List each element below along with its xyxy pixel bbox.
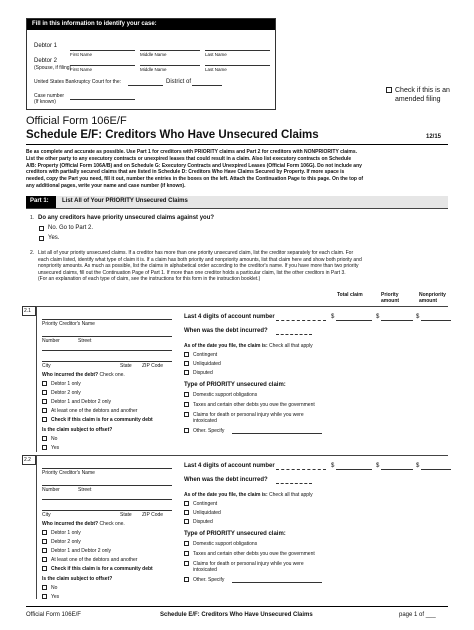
when-incurred-field[interactable] — [276, 334, 312, 335]
district-field[interactable] — [192, 85, 222, 86]
q1-yes-checkbox[interactable] — [39, 236, 44, 241]
zip-caption: ZIP Code — [142, 363, 164, 369]
other-specify-field[interactable] — [232, 433, 322, 434]
amended-line1: Check if this is an — [395, 87, 450, 94]
taxes-checkbox[interactable] — [184, 402, 189, 407]
spouse-label: (Spouse, if filing) — [34, 65, 72, 71]
who-incurred-text: Who incurred the debt? — [42, 372, 99, 378]
debtor1-only-label: Debtor 1 only — [51, 530, 81, 536]
check-one-text: Check one. — [99, 372, 125, 378]
q2-explanation: (For an explanation of each type of claim, see the instructions for this form in the instruction booklet.) — [38, 276, 261, 283]
both-debtors-label: Debtor 1 and Debtor 2 only — [51, 548, 112, 554]
total-dollar: $ — [331, 463, 335, 469]
offset-yes-checkbox[interactable] — [42, 594, 47, 599]
entry-top-rule — [36, 306, 448, 307]
creditor-name-caption: Priority Creditor's Name — [42, 470, 95, 476]
who-incurred-text: Who incurred the debt? — [42, 521, 99, 527]
other-label: Other. Specify — [193, 428, 225, 434]
debtor2-only-label: Debtor 2 only — [51, 539, 81, 545]
contingent-checkbox[interactable] — [184, 352, 189, 357]
intro-line: creditors with partially secured claims that are listed in Schedule D: Creditors Who Have Claims Secured by Property. If more space is — [26, 169, 345, 176]
court-label: United States Bankruptcy Court for the: — [34, 79, 121, 85]
case-number-field[interactable] — [70, 99, 135, 100]
intro-paragraph — [26, 149, 448, 190]
debtor2-only-checkbox[interactable] — [42, 390, 47, 395]
street-field[interactable] — [42, 485, 172, 486]
offset-no-label: No — [51, 436, 58, 442]
as-of-text: As of the date you file, the claim is: — [184, 492, 268, 498]
number-caption: Number — [42, 338, 60, 344]
debtor2-only-checkbox[interactable] — [42, 539, 47, 544]
q1-no-label: No. Go to Part 2. — [48, 225, 94, 231]
debtor1-label: Debtor 1 — [34, 43, 58, 49]
intro-line: List the other party to any executory contracts or unexpired leases that could result in a claim. Also list executory contracts on Schedule — [26, 155, 352, 162]
footer-center: Schedule E/F: Creditors Who Have Unsecured Claims — [160, 612, 313, 618]
col-priority-amount: Priority amount — [381, 292, 400, 304]
col-total-claim: Total claim — [337, 292, 363, 298]
contingent-label: Contingent — [193, 352, 218, 358]
debtor1-last-field[interactable] — [205, 50, 270, 51]
official-form-label: Official Form 106E/F — [26, 115, 127, 127]
debtor1-only-label: Debtor 1 only — [51, 381, 81, 387]
part1-header — [26, 196, 448, 209]
priority-dollar: $ — [376, 314, 380, 320]
city-caption: City — [42, 512, 51, 518]
q2-line: nonpriority amounts. As much as possible, list the claims in alphabetical order according to the creditor's name. If you have more than two priority — [38, 263, 359, 270]
debtor2-first-field[interactable] — [70, 65, 135, 66]
death-injury-checkbox[interactable] — [184, 561, 189, 566]
check-all-text: Check all that apply — [269, 343, 313, 349]
entry-left-rule — [36, 306, 37, 452]
death-injury-label-1: Claims for death or personal injury while you were — [193, 561, 304, 567]
domestic-support-label: Domestic support obligations — [193, 392, 258, 398]
street-caption: Street — [78, 487, 92, 493]
offset-no-checkbox[interactable] — [42, 585, 47, 590]
q2-line: each claim listed, identify what type of claim it is. If a claim has both priority and nonpriority amounts, list that claim here and show both priority and — [38, 256, 362, 263]
court-field[interactable] — [128, 85, 163, 86]
state-caption: State — [120, 512, 132, 518]
q2-line: unsecured claims, fill out the Continuation Page of Part 1. If more than one creditor holds a particular claim, list the other creditors in Part 3. — [38, 269, 346, 276]
when-incurred-field[interactable] — [276, 483, 312, 484]
nonpriority-amount-field[interactable] — [421, 320, 451, 321]
other-specify-field[interactable] — [232, 582, 322, 583]
contingent-checkbox[interactable] — [184, 501, 189, 506]
debtor2-middle-caption: Middle Name — [140, 67, 167, 72]
contingent-label: Contingent — [193, 501, 218, 507]
street-field[interactable] — [42, 336, 172, 337]
debtor1-middle-field[interactable] — [140, 50, 200, 51]
unliquidated-checkbox[interactable] — [184, 510, 189, 515]
death-injury-label-2: intoxicated — [193, 418, 217, 424]
debtor1-first-caption: First Name — [70, 52, 93, 57]
priority-type-label: Type of PRIORITY unsecured claim: — [184, 382, 286, 388]
amended-line2: amended filing — [395, 96, 441, 103]
debtor1-only-checkbox[interactable] — [42, 530, 47, 535]
taxes-checkbox[interactable] — [184, 551, 189, 556]
priority-amount-field[interactable] — [381, 320, 413, 321]
case-number-label: Case number — [34, 93, 65, 99]
last4-label: Last 4 digits of account number — [184, 314, 275, 320]
district-label: District of — [166, 79, 192, 85]
offset-question: Is the claim subject to offset? — [42, 576, 113, 582]
total-dollar: $ — [331, 314, 335, 320]
domestic-support-checkbox[interactable] — [184, 541, 189, 546]
entry-top-rule — [36, 455, 448, 456]
last4-label: Last 4 digits of account number — [184, 463, 275, 469]
at-least-one-label: At least one of the debtors and another — [51, 557, 138, 563]
title-rule — [26, 144, 448, 145]
entry-number: 2.1 — [24, 308, 31, 314]
other-checkbox[interactable] — [184, 428, 189, 433]
nonpriority-amount-field[interactable] — [421, 469, 451, 470]
part1-label: Part 1: — [30, 198, 49, 204]
as-of-text: As of the date you file, the claim is: — [184, 343, 268, 349]
debtor1-only-checkbox[interactable] — [42, 381, 47, 386]
community-debt-checkbox[interactable] — [42, 417, 47, 422]
offset-yes-label: Yes — [51, 445, 60, 451]
zip-caption: ZIP Code — [142, 512, 164, 518]
total-claim-field[interactable] — [336, 469, 372, 470]
last4-field[interactable] — [276, 469, 326, 470]
other-checkbox[interactable] — [184, 577, 189, 582]
disputed-label: Disputed — [193, 519, 213, 525]
death-injury-label-1: Claims for death or personal injury while you were — [193, 412, 304, 418]
as-of-label — [184, 492, 313, 498]
amended-checkbox[interactable] — [386, 87, 392, 93]
nonpriority-dollar: $ — [416, 463, 420, 469]
at-least-one-checkbox[interactable] — [42, 557, 47, 562]
offset-no-checkbox[interactable] — [42, 436, 47, 441]
both-debtors-label: Debtor 1 and Debtor 2 only — [51, 399, 112, 405]
disputed-checkbox[interactable] — [184, 370, 189, 375]
debtor1-last-caption: Last Name — [205, 52, 227, 57]
creditor-name-caption: Priority Creditor's Name — [42, 321, 95, 327]
last4-field[interactable] — [276, 320, 326, 321]
offset-yes-label: Yes — [51, 594, 60, 600]
who-incurred-label — [42, 521, 125, 527]
part1-title: List All of Your PRIORITY Unsecured Claims — [62, 198, 188, 204]
entry-left-rule — [36, 455, 37, 599]
unliquidated-label: Unliquidated — [193, 510, 221, 516]
other-label: Other. Specify — [193, 577, 225, 583]
part1-badge — [26, 196, 56, 208]
creditor-name-field[interactable] — [42, 319, 172, 320]
city-field[interactable] — [42, 510, 172, 511]
state-caption: State — [120, 363, 132, 369]
if-known-label: (If known) — [34, 99, 56, 105]
check-all-text: Check all that apply — [269, 492, 313, 498]
disputed-label: Disputed — [193, 370, 213, 376]
priority-dollar: $ — [376, 463, 380, 469]
q1-no-checkbox[interactable] — [39, 226, 44, 231]
debtor2-label: Debtor 2 — [34, 58, 58, 64]
entry-number-box — [22, 306, 36, 316]
intro-line: A/B: Property (Official Form 106A/B) and on Schedule G: Executory Contracts and Unexpired Leases (Official Form 106G). Do not include any — [26, 162, 362, 169]
col-nonpriority-amount: Nonpriority amount — [419, 292, 446, 304]
intro-line: needed, copy the Part you need, fill it out, number the entries in the boxes on the left. Attach the Continuation Page to this page. On the top of — [26, 176, 364, 183]
intro-line: any additional pages, write your name and case number (if known). — [26, 182, 186, 189]
when-incurred-label: When was the debt incurred? — [184, 328, 268, 334]
q2-number: 2. — [30, 250, 35, 256]
debtor1-first-field[interactable] — [70, 50, 135, 51]
entry-number: 2.2 — [24, 457, 31, 463]
q1-text: Do any creditors have priority unsecured claims against you? — [38, 215, 215, 221]
debtor2-only-label: Debtor 2 only — [51, 390, 81, 396]
q1-yes-label: Yes. — [48, 235, 60, 241]
debtor2-last-caption: Last Name — [205, 67, 227, 72]
when-incurred-label: When was the debt incurred? — [184, 477, 268, 483]
address-line2-field[interactable] — [42, 499, 172, 500]
offset-question: Is the claim subject to offset? — [42, 427, 113, 433]
number-caption: Number — [42, 487, 60, 493]
identify-header — [27, 19, 275, 30]
priority-type-label: Type of PRIORITY unsecured claim: — [184, 531, 286, 537]
both-debtors-checkbox[interactable] — [42, 399, 47, 404]
death-injury-checkbox[interactable] — [184, 412, 189, 417]
intro-line: Be as complete and accurate as possible. Use Part 1 for creditors with PRIORITY claims and Part 2 for creditors with NONPRIORITY claims. — [26, 149, 358, 155]
check-one-text: Check one. — [99, 521, 125, 527]
city-field[interactable] — [42, 361, 172, 362]
at-least-one-checkbox[interactable] — [42, 408, 47, 413]
as-of-label — [184, 343, 313, 349]
q2-paragraph — [38, 250, 450, 283]
identify-header-text: Fill in this information to identify your case: — [32, 21, 157, 27]
priority-amount-field[interactable] — [381, 469, 413, 470]
city-caption: City — [42, 363, 51, 369]
taxes-label: Taxes and certain other debts you owe the government — [193, 402, 315, 408]
at-least-one-label: At least one of the debtors and another — [51, 408, 138, 414]
debtor2-first-caption: First Name — [70, 67, 93, 72]
footer-left: Official Form 106E/F — [26, 612, 81, 618]
street-caption: Street — [78, 338, 92, 344]
entry-number-box — [22, 455, 36, 465]
debtor2-last-field[interactable] — [205, 65, 270, 66]
domestic-support-label: Domestic support obligations — [193, 541, 258, 547]
domestic-support-checkbox[interactable] — [184, 392, 189, 397]
footer-rule — [26, 606, 448, 607]
creditor-name-field[interactable] — [42, 468, 172, 469]
disputed-checkbox[interactable] — [184, 519, 189, 524]
offset-yes-checkbox[interactable] — [42, 445, 47, 450]
community-debt-checkbox[interactable] — [42, 566, 47, 571]
unliquidated-checkbox[interactable] — [184, 361, 189, 366]
debtor1-middle-caption: Middle Name — [140, 52, 167, 57]
community-debt-label: Check if this claim is for a community debt — [51, 417, 153, 423]
total-claim-field[interactable] — [336, 320, 372, 321]
debtor2-middle-field[interactable] — [140, 65, 200, 66]
offset-no-label: No — [51, 585, 58, 591]
q1-number: 1. — [30, 215, 35, 221]
address-line2-field[interactable] — [42, 350, 172, 351]
form-date: 12/15 — [426, 134, 442, 140]
form-title: Schedule E/F: Creditors Who Have Unsecured Claims — [26, 129, 319, 141]
who-incurred-label — [42, 372, 125, 378]
unliquidated-label: Unliquidated — [193, 361, 221, 367]
footer-right: page 1 of ___ — [399, 612, 436, 618]
q2-line: List all of your priority unsecured claims. If a creditor has more than one priority unsecured claim, list the creditor separately for each claim. For — [38, 250, 354, 256]
nonpriority-dollar: $ — [416, 314, 420, 320]
death-injury-label-2: intoxicated — [193, 567, 217, 573]
community-debt-label: Check if this claim is for a community debt — [51, 566, 153, 572]
both-debtors-checkbox[interactable] — [42, 548, 47, 553]
taxes-label: Taxes and certain other debts you owe the government — [193, 551, 315, 557]
